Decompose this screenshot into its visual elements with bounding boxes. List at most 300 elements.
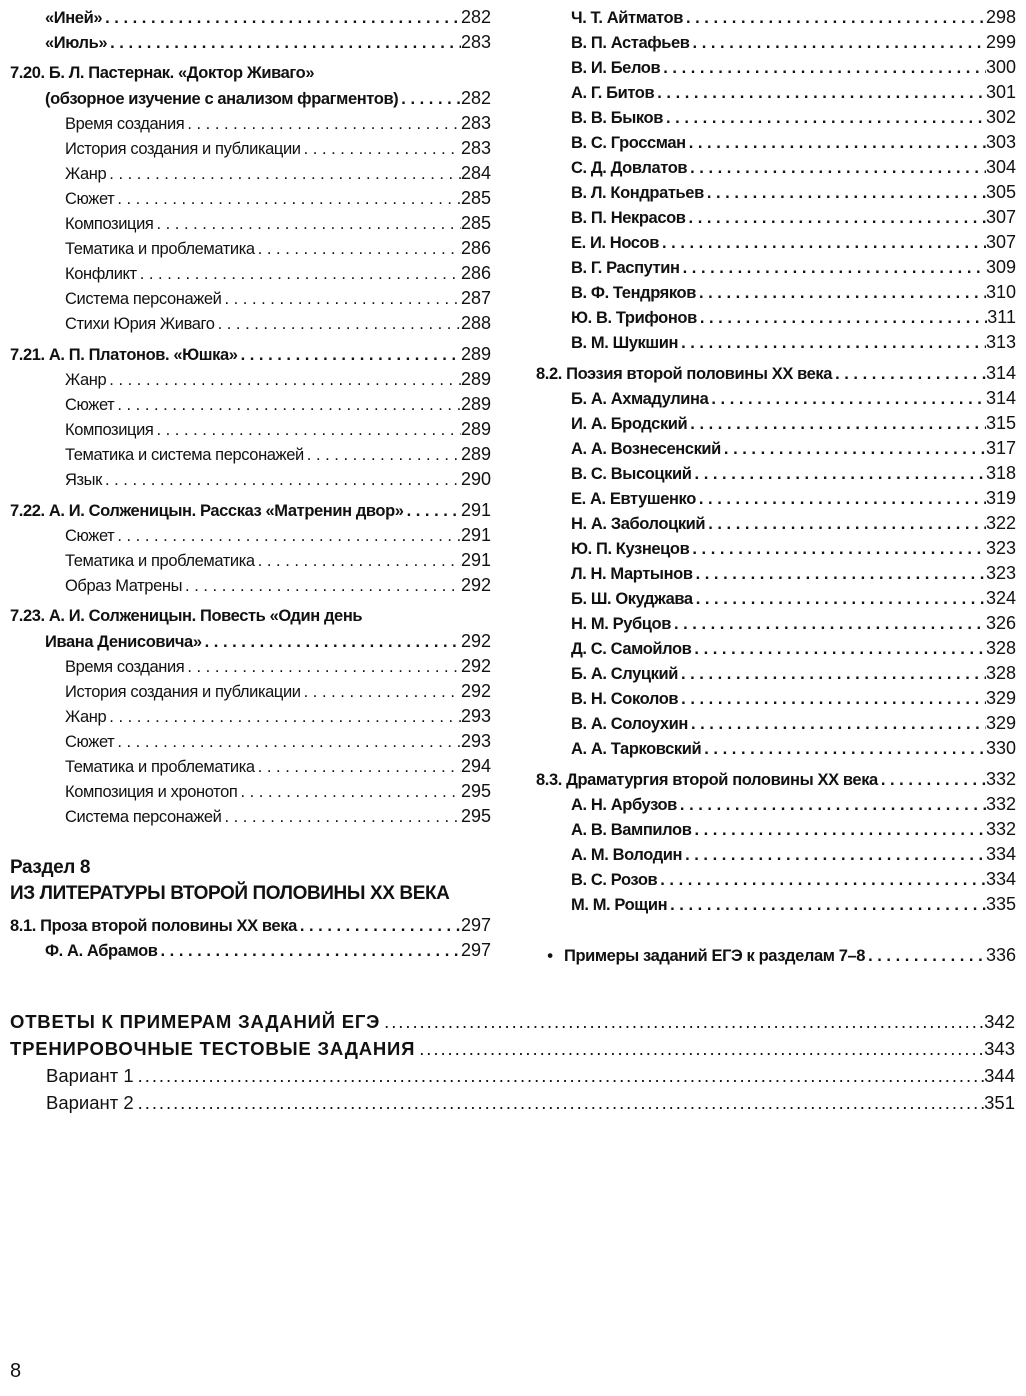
toc-entry-page: 286 (460, 238, 491, 258)
toc-entry-page: 286 (460, 263, 491, 283)
toc-entry[interactable] (536, 230, 1016, 255)
section-title: ИЗ ЛИТЕРАТУРЫ ВТОРОЙ ПОЛОВИНЫ XX ВЕКА (10, 883, 450, 904)
toc-entry-page: 335 (985, 894, 1016, 914)
toc-entry-title: Ю. П. Кузнецов (571, 540, 690, 558)
toc-section-title[interactable] (536, 361, 1016, 386)
toc-entry[interactable] (10, 548, 491, 573)
toc-entry[interactable] (536, 711, 1016, 736)
toc-entry-title: Сюжет (65, 527, 115, 545)
toc-entry[interactable] (536, 661, 1016, 686)
toc-entry[interactable] (536, 5, 1016, 30)
toc-entry[interactable] (10, 186, 491, 211)
dot-leader (699, 487, 986, 512)
dot-leader (695, 462, 986, 487)
toc-entry-title: Язык (65, 471, 102, 489)
dot-leader (696, 562, 986, 587)
dot-leader (138, 1062, 984, 1089)
toc-entry-page: 289 (460, 419, 491, 439)
toc-entry-page: 297 (460, 940, 491, 960)
toc-entry-title: Н. М. Рубцов (571, 615, 671, 633)
toc-entry[interactable] (536, 461, 1016, 486)
toc-entry-page: 294 (460, 756, 491, 776)
toc-entry[interactable] (536, 436, 1016, 461)
toc-entry[interactable] (536, 205, 1016, 230)
toc-entry-title: В. С. Гроссман (571, 134, 686, 152)
toc-entry-title: Н. А. Заболоцкий (571, 515, 706, 533)
toc-entry[interactable] (10, 523, 491, 548)
toc-entry-page: 299 (985, 32, 1016, 52)
toc-entry[interactable] (10, 654, 491, 679)
toc-entry-title: А. М. Володин (571, 846, 683, 864)
toc-entry-title: Сюжет (65, 190, 115, 208)
toc-section-title[interactable] (10, 498, 491, 523)
toc-entry-title: Образ Матрены (65, 577, 183, 595)
dot-leader (700, 306, 987, 331)
toc-section-8-1 (10, 913, 491, 963)
toc-entry-title: История создания и публикации (65, 683, 301, 701)
toc-entry-page: 302 (985, 107, 1016, 127)
toc-entry-title: Тематика и система персонажей (65, 446, 304, 464)
dot-leader (686, 6, 986, 31)
dot-leader (117, 187, 461, 212)
toc-entry-title: В. Л. Кондратьев (571, 184, 704, 202)
dot-leader (674, 612, 986, 637)
dot-leader (304, 680, 461, 705)
toc-entry[interactable] (536, 561, 1016, 586)
toc-entry[interactable] (536, 180, 1016, 205)
dot-leader (307, 443, 461, 468)
toc-entry-page: 301 (985, 82, 1016, 102)
toc-entry[interactable] (10, 367, 491, 392)
toc-entry-page: 317 (985, 438, 1016, 458)
dot-leader (105, 468, 461, 493)
toc-entry-page: 332 (985, 769, 1016, 789)
toc-entry-page: 298 (985, 7, 1016, 27)
dot-leader (691, 712, 986, 737)
toc-entry[interactable] (536, 817, 1016, 842)
toc-entry-title: Ю. В. Трифонов (571, 309, 697, 327)
toc-block-poems (10, 5, 491, 55)
dot-leader (681, 687, 986, 712)
toc-entry-title: А. Г. Битов (571, 84, 655, 102)
toc-entry[interactable] (536, 892, 1016, 917)
dot-leader (868, 944, 986, 969)
dot-leader (117, 524, 461, 549)
toc-entry[interactable] (536, 30, 1016, 55)
toc-entry-title: В. Н. Соколов (571, 690, 679, 708)
toc-entry-page: 310 (985, 282, 1016, 302)
dot-leader (662, 231, 986, 256)
toc-entry-page: 324 (985, 588, 1016, 608)
toc-entry-page: 328 (985, 663, 1016, 683)
dot-leader (156, 418, 461, 443)
toc-section-8-3 (536, 767, 1016, 917)
toc-entry[interactable] (536, 330, 1016, 355)
dot-leader (724, 437, 986, 462)
toc-entry-page: 313 (985, 332, 1016, 352)
dot-leader (156, 212, 461, 237)
toc-bottom-block (10, 1008, 1015, 1116)
toc-entry-title: В. М. Шукшин (571, 334, 679, 352)
toc-entry-page: 330 (985, 738, 1016, 758)
toc-entry[interactable] (10, 754, 491, 779)
toc-entry-page: 288 (460, 313, 491, 333)
dot-leader (224, 805, 460, 830)
toc-entry-title: Система персонажей (65, 808, 222, 826)
toc-entry-page: 318 (985, 463, 1016, 483)
toc-entry[interactable] (10, 704, 491, 729)
toc-entry-title: Жанр (65, 708, 107, 726)
toc-entry[interactable] (10, 392, 491, 417)
toc-entry-title: В. Г. Распутин (571, 259, 680, 277)
toc-entry[interactable] (536, 386, 1016, 411)
dot-leader (681, 331, 986, 356)
dot-leader (699, 281, 986, 306)
toc-entry-title: Ф. А. Абрамов (45, 942, 158, 960)
toc-entry[interactable] (536, 55, 1016, 80)
toc-entry-title: История создания и публикации (65, 140, 301, 158)
toc-entry-page: 289 (460, 394, 491, 414)
toc-section-title[interactable]: 7.23. А. И. Солженицын. Повесть «Один день (10, 607, 363, 625)
toc-block-prose-authors (536, 5, 1016, 355)
dot-leader (708, 512, 986, 537)
toc-entry-title: С. Д. Довлатов (571, 159, 688, 177)
toc-entry-page: 303 (985, 132, 1016, 152)
dot-leader (407, 499, 461, 524)
toc-entry-page: 326 (985, 613, 1016, 633)
dot-leader (258, 755, 461, 780)
toc-entry-title: Система персонажей (65, 290, 222, 308)
toc-entry-page: 292 (460, 575, 491, 595)
toc-entry-page: 329 (985, 713, 1016, 733)
toc-entry-page: 309 (985, 257, 1016, 277)
toc-entry-page: 329 (985, 688, 1016, 708)
toc-entry-page: 297 (460, 915, 491, 935)
dot-leader (140, 262, 461, 287)
toc-entry-page: 351 (984, 1092, 1015, 1113)
dot-leader (161, 939, 461, 964)
toc-entry[interactable] (536, 255, 1016, 280)
dot-leader (185, 574, 461, 599)
dot-leader (401, 87, 461, 112)
dot-leader (694, 637, 986, 662)
dot-leader (258, 549, 461, 574)
toc-entry-title: Стихи Юрия Живаго (65, 315, 215, 333)
dot-leader (685, 843, 986, 868)
toc-entry[interactable] (10, 938, 491, 963)
toc-entry[interactable] (10, 779, 491, 804)
toc-entry-training-tests[interactable] (10, 1035, 1015, 1062)
toc-entry[interactable] (536, 867, 1016, 892)
dot-leader (138, 1089, 984, 1116)
dot-leader (300, 914, 461, 939)
toc-entry[interactable] (536, 686, 1016, 711)
toc-right-column (536, 5, 1016, 968)
toc-entry-title: В. С. Розов (571, 871, 658, 889)
toc-entry[interactable] (10, 573, 491, 598)
toc-section-title-cont[interactable] (10, 86, 491, 111)
toc-entry-page: 291 (460, 525, 491, 545)
dot-leader (681, 662, 986, 687)
toc-entry-page: 328 (985, 638, 1016, 658)
toc-section-title-cont[interactable] (10, 629, 491, 654)
toc-entry[interactable] (536, 155, 1016, 180)
toc-section-8-2 (536, 361, 1016, 761)
dot-leader (663, 56, 986, 81)
toc-entry-title: В. Ф. Тендряков (571, 284, 696, 302)
toc-entry[interactable] (10, 5, 491, 30)
toc-entry-page: 307 (985, 207, 1016, 227)
dot-leader (240, 780, 461, 805)
toc-entry-page: 283 (460, 138, 491, 158)
toc-section-title[interactable] (10, 342, 491, 367)
toc-entry-variant-1[interactable] (10, 1062, 1015, 1089)
toc-entry-title: Е. И. Носов (571, 234, 659, 252)
dot-leader (241, 343, 461, 368)
dot-leader (693, 31, 986, 56)
toc-entry-page: 285 (460, 213, 491, 233)
dot-leader (657, 81, 986, 106)
toc-entry-variant-2[interactable] (10, 1089, 1015, 1116)
dot-leader (187, 112, 461, 137)
toc-entry-title: Жанр (65, 371, 107, 389)
toc-entry-title: Сюжет (65, 733, 115, 751)
dot-leader (660, 868, 986, 893)
dot-leader (689, 131, 986, 156)
dot-leader (304, 137, 461, 162)
toc-entry-title: Конфликт (65, 265, 137, 283)
dot-leader (218, 312, 461, 337)
dot-leader (109, 705, 461, 730)
toc-section-7-21 (10, 342, 491, 492)
toc-entry-page: 322 (985, 513, 1016, 533)
toc-entry-page: 290 (460, 469, 491, 489)
toc-entry-title: Л. Н. Мартынов (571, 565, 693, 583)
dot-leader (109, 368, 461, 393)
page-number: 8 (10, 1360, 22, 1382)
dot-leader (835, 362, 986, 387)
toc-entry-examples[interactable] (536, 943, 1016, 968)
toc-entry-page: 323 (985, 563, 1016, 583)
toc-section-title[interactable] (536, 767, 1016, 792)
toc-entry-title: А. А. Вознесенский (571, 440, 721, 458)
toc-entry-page: 323 (985, 538, 1016, 558)
toc-entry[interactable] (10, 311, 491, 336)
toc-entry[interactable] (536, 280, 1016, 305)
toc-entry[interactable] (536, 511, 1016, 536)
toc-entry-page: 287 (460, 288, 491, 308)
dot-leader (109, 162, 461, 187)
toc-entry-title: 8.1. Проза второй половины XX века (10, 917, 297, 935)
toc-entry-title: Жанр (65, 165, 107, 183)
toc-entry-page: 289 (460, 369, 491, 389)
toc-entry-page: 315 (985, 413, 1016, 433)
toc-entry-page: 289 (460, 344, 491, 364)
toc-entry-title: «Иней» (45, 9, 103, 27)
toc-entry[interactable] (536, 305, 1016, 330)
toc-entry-page: 283 (460, 113, 491, 133)
toc-entry-page: 334 (985, 844, 1016, 864)
toc-entry[interactable] (10, 30, 491, 55)
toc-entry[interactable] (10, 211, 491, 236)
toc-entry-answers[interactable] (10, 1008, 1015, 1035)
toc-entry[interactable] (536, 586, 1016, 611)
dot-leader (690, 412, 986, 437)
dot-leader (419, 1035, 984, 1062)
toc-entry-page: 284 (460, 163, 491, 183)
toc-entry[interactable] (536, 411, 1016, 436)
toc-entry-title: 8.3. Драматургия второй половины XX века (536, 771, 878, 789)
toc-entry-title: Ивана Денисовича» (45, 633, 202, 651)
dot-leader (117, 730, 461, 755)
toc-entry-page: 295 (460, 806, 491, 826)
toc-entry[interactable] (536, 611, 1016, 636)
toc-entry[interactable] (536, 792, 1016, 817)
toc-entry[interactable] (10, 111, 491, 136)
toc-entry-title: В. С. Высоцкий (571, 465, 692, 483)
toc-entry-page: 291 (460, 500, 491, 520)
toc-entry-title: Б. А. Слуцкий (571, 665, 678, 683)
toc-entry-title: ОТВЕТЫ К ПРИМЕРАМ ЗАДАНИЙ ЕГЭ (10, 1011, 381, 1032)
toc-entry-title: ТРЕНИРОВОЧНЫЕ ТЕСТОВЫЕ ЗАДАНИЯ (10, 1038, 416, 1059)
dot-leader (187, 655, 461, 680)
dot-leader (680, 793, 986, 818)
toc-entry[interactable] (10, 679, 491, 704)
toc-entry-page: 334 (985, 869, 1016, 889)
toc-entry-title: 7.21. А. П. Платонов. «Юшка» (10, 346, 238, 364)
toc-entry-title: В. И. Белов (571, 59, 661, 77)
toc-entry-page: 291 (460, 550, 491, 570)
toc-entry-title: В. П. Некрасов (571, 209, 686, 227)
toc-entry-page: 336 (985, 945, 1016, 965)
dot-leader (670, 893, 986, 918)
toc-entry-page: 332 (985, 794, 1016, 814)
toc-entry-title: А. Н. Арбузов (571, 796, 677, 814)
toc-entry-page: 285 (460, 188, 491, 208)
toc-entry-title: В. В. Быков (571, 109, 663, 127)
section-8-heading (10, 855, 491, 907)
toc-entry-title: Б. Ш. Окуджава (571, 590, 693, 608)
toc-entry-title: Б. А. Ахмадулина (571, 390, 709, 408)
toc-entry-title: Тематика и проблематика (65, 552, 255, 570)
dot-leader (694, 818, 985, 843)
toc-entry-page: 305 (985, 182, 1016, 202)
toc-entry-title: Сюжет (65, 396, 115, 414)
toc-entry-page: 292 (460, 631, 491, 651)
toc-entry[interactable] (536, 536, 1016, 561)
toc-entry[interactable] (10, 261, 491, 286)
toc-entry[interactable] (536, 130, 1016, 155)
toc-entry[interactable] (536, 80, 1016, 105)
toc-entry-page: 300 (985, 57, 1016, 77)
toc-entry-title: Тематика и проблематика (65, 758, 255, 776)
toc-entry-title: 8.2. Поэзия второй половины XX века (536, 365, 833, 383)
toc-entry-page: 344 (984, 1065, 1015, 1086)
toc-entry[interactable] (10, 442, 491, 467)
toc-entry[interactable] (10, 286, 491, 311)
toc-section-7-22 (10, 498, 491, 598)
toc-entry[interactable] (536, 105, 1016, 130)
dot-leader (690, 156, 986, 181)
toc-section-title[interactable] (10, 913, 491, 938)
dot-leader (224, 287, 460, 312)
toc-entry-title: В. А. Солоухин (571, 715, 688, 733)
dot-leader (205, 630, 461, 655)
toc-entry-page: 282 (460, 7, 491, 27)
toc-entry-title: 7.22. А. И. Солженицын. Рассказ «Матренин двор» (10, 502, 404, 520)
toc-entry[interactable] (10, 236, 491, 261)
toc-entry[interactable] (10, 417, 491, 442)
toc-section-title[interactable]: 7.20. Б. Л. Пастернак. «Доктор Живаго» (10, 64, 315, 82)
toc-entry-title: Композиция (65, 421, 154, 439)
dot-leader (711, 387, 986, 412)
toc-entry[interactable] (10, 161, 491, 186)
toc-entry-page: 293 (460, 706, 491, 726)
toc-entry[interactable] (536, 636, 1016, 661)
toc-entry[interactable] (10, 729, 491, 754)
toc-entry-title: Ч. Т. Айтматов (571, 9, 683, 27)
dot-leader (704, 737, 986, 762)
toc-entry-page: 332 (985, 819, 1016, 839)
dot-leader (689, 206, 986, 231)
toc-entry-title: И. А. Бродский (571, 415, 688, 433)
toc-examples (536, 943, 1016, 968)
dot-leader (117, 393, 461, 418)
toc-entry-title: (обзорное изучение с анализом фрагментов) (45, 90, 399, 108)
toc-entry[interactable] (536, 486, 1016, 511)
toc-section-7-23 (10, 604, 491, 829)
toc-entry-page: 283 (460, 32, 491, 52)
toc-left-column (10, 5, 491, 963)
toc-entry-title: В. П. Астафьев (571, 34, 690, 52)
toc-entry-title: Вариант 2 (46, 1092, 134, 1113)
toc-entry-title: Вариант 1 (46, 1065, 134, 1086)
toc-entry-page: 295 (460, 781, 491, 801)
toc-entry[interactable] (10, 467, 491, 492)
toc-entry-title: Время создания (65, 658, 185, 676)
dot-leader (666, 106, 986, 131)
toc-entry-title: Композиция и хронотоп (65, 783, 238, 801)
toc-entry-page: 343 (984, 1038, 1015, 1059)
toc-entry-title: Композиция (65, 215, 154, 233)
toc-entry-page: 292 (460, 681, 491, 701)
dot-leader (384, 1008, 984, 1035)
toc-entry-page: 342 (984, 1011, 1015, 1032)
toc-entry-page: 282 (460, 88, 491, 108)
toc-entry-title: Тематика и проблематика (65, 240, 255, 258)
toc-section-7-20 (10, 61, 491, 336)
toc-entry[interactable] (10, 804, 491, 829)
section-label: Раздел 8 (10, 857, 91, 878)
toc-entry[interactable] (536, 842, 1016, 867)
toc-entry-page: 307 (985, 232, 1016, 252)
dot-leader (683, 256, 986, 281)
toc-entry-page: 314 (985, 363, 1016, 383)
toc-entry[interactable] (10, 136, 491, 161)
dot-leader (707, 181, 986, 206)
toc-entry[interactable] (536, 736, 1016, 761)
toc-entry-title: Время создания (65, 115, 185, 133)
dot-leader (696, 587, 986, 612)
dot-leader (881, 768, 986, 793)
toc-entry-title: Е. А. Евтушенко (571, 490, 696, 508)
toc-entry-page: 304 (985, 157, 1016, 177)
dot-leader (258, 237, 461, 262)
toc-entry-title: М. М. Рощин (571, 896, 668, 914)
toc-entry-page: 319 (985, 488, 1016, 508)
toc-entry-title: Д. С. Самойлов (571, 640, 692, 658)
toc-entry-page: 289 (460, 444, 491, 464)
